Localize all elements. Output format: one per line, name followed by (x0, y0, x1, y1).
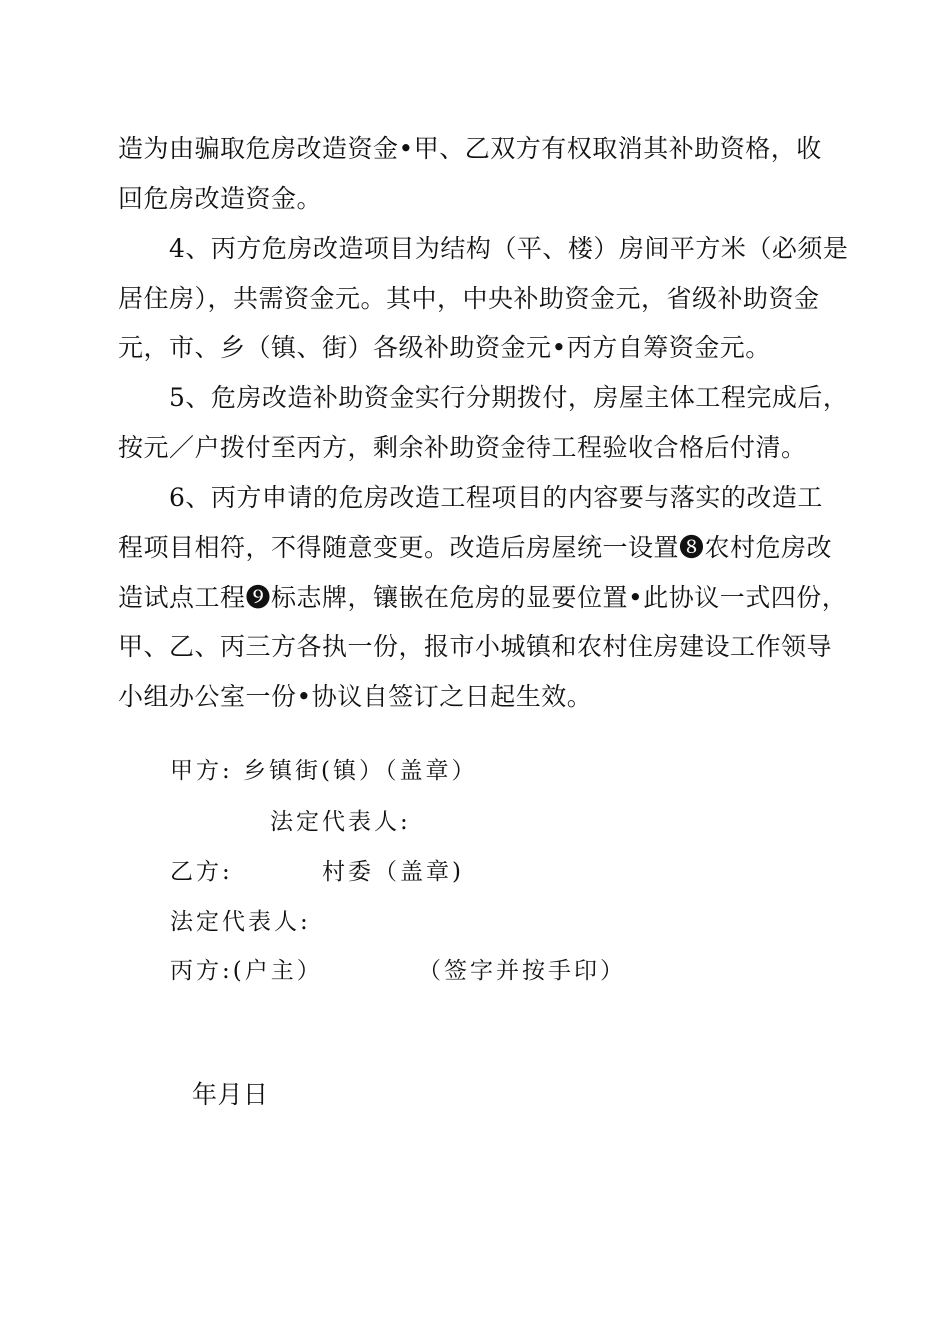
party-b-label: 乙方: (170, 859, 233, 885)
party-c-label: 丙方:(户主） (170, 958, 323, 984)
party-a-representative: 法定代表人: (270, 809, 411, 835)
party-a-line: 甲方: 乡镇街(镇）（盖章） (170, 758, 478, 784)
party-b-representative: 法定代表人: (170, 909, 311, 935)
body-line: 按元／户拨付至丙方，剩余补助资金待工程验收合格后付清。 (118, 433, 807, 462)
date-line: 年月日 (192, 1080, 269, 1109)
body-line: 小组办公室一份•协议自签订之日起生效。 (118, 682, 593, 711)
body-line: 回危房改造资金。 (118, 184, 323, 213)
party-b-value: 村委（盖章) (322, 859, 464, 885)
body-line: 居住房），共需资金元。其中，中央补助资金元，省级补助资金 (118, 284, 820, 313)
body-line: 造为由骗取危房改造资金•甲、乙双方有权取消其补助资格，收 (118, 134, 822, 163)
body-line: 4、丙方危房改造项目为结构（平、楼）房间平方米（必须是 (118, 234, 849, 263)
body-line: 造试点工程❾标志牌，镶嵌在危房的显要位置•此协议一式四份， (118, 583, 848, 612)
body-line: 6、丙方申请的危房改造工程项目的内容要与落实的改造工 (118, 483, 823, 512)
body-line: 甲、乙、丙三方各执一份，报市小城镇和农村住房建设工作领导 (118, 632, 833, 661)
body-line: 程项目相符，不得随意变更。改造后房屋统一设置❽农村危房改 (118, 533, 833, 562)
body-line: 5、危房改造补助资金实行分期拨付，房屋主体工程完成后， (118, 383, 849, 412)
party-c-value: （签字并按手印） (418, 958, 626, 984)
body-line: 元，市、乡（镇、街）各级补助资金元•丙方自筹资金元。 (118, 333, 771, 362)
